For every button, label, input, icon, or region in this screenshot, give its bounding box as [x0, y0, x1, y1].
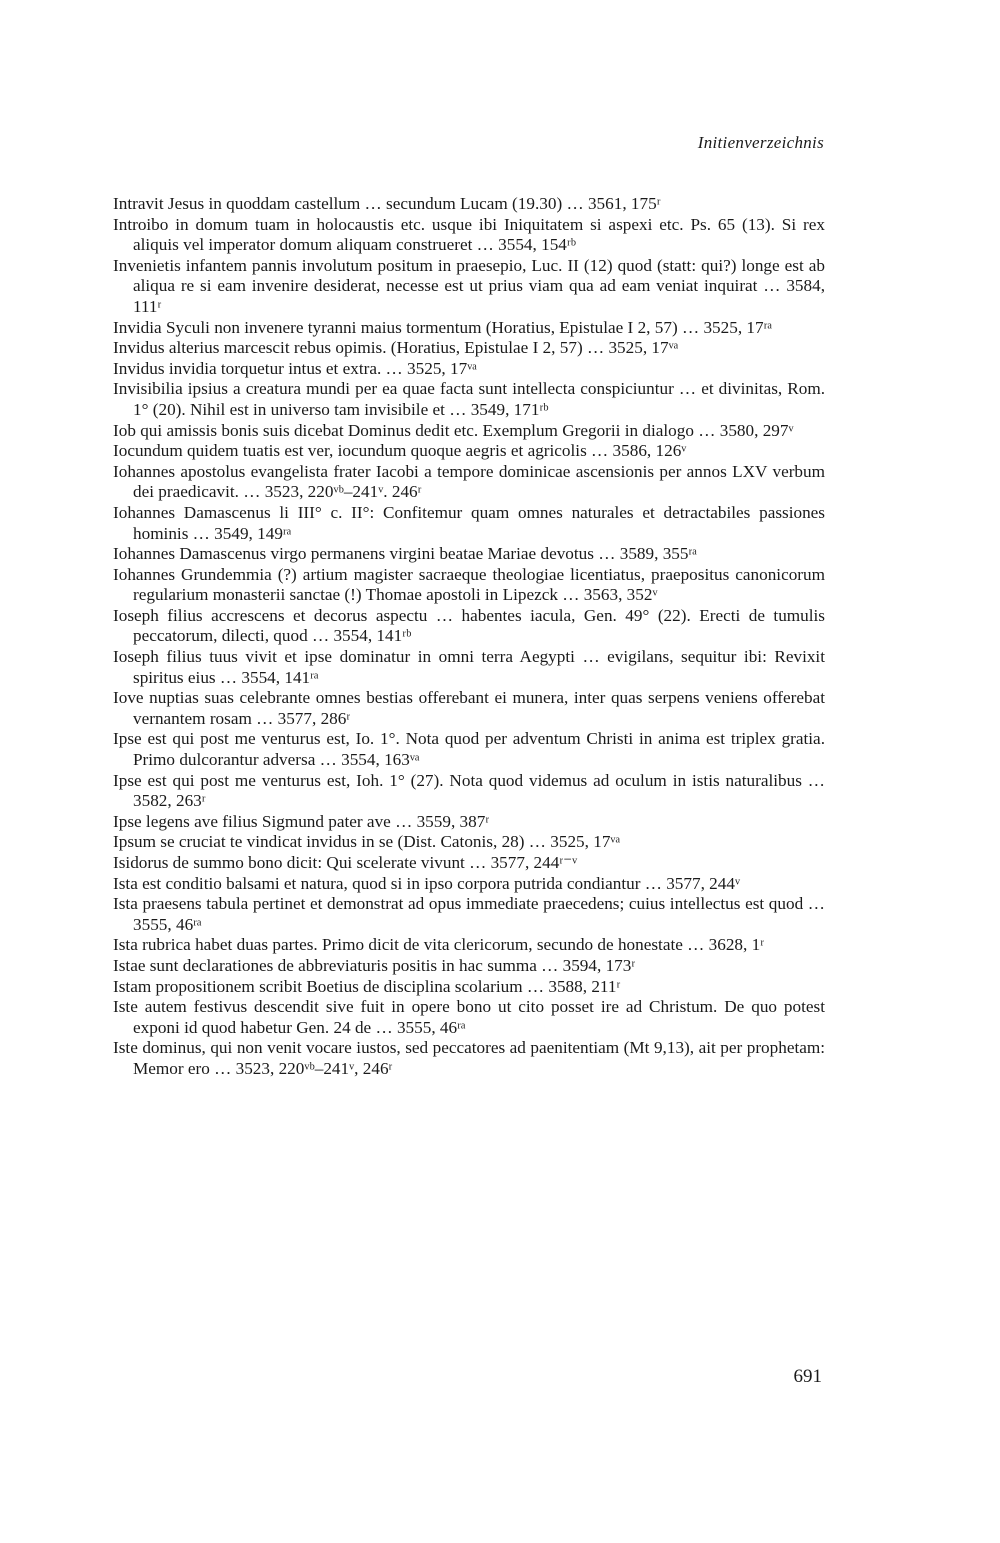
index-entry: Ista rubrica habet duas partes. Primo dicit de vita clericorum, secundo de honestate … 3628, 1ʳ [113, 935, 764, 955]
index-entry: Invidus invidia torquetur intus et extra. … 3525, 17ᵛᵃ [113, 358, 477, 378]
index-entry: Istam propositionem scribit Boetius de disciplina scolarium … 3588, 211ʳ [113, 976, 621, 996]
index-entry: Ipse est qui post me venturus est, Ioh. 1° (27). Nota quod videmus ad oculum in istis naturalibus … 3582, 263ʳ [113, 770, 825, 811]
index-entry: Invidus alterius marcescit rebus opimis. (Horatius, Epistulae I 2, 57) … 3525, 17ᵛᵃ [113, 338, 679, 358]
index-entry: Iob qui amissis bonis suis dicebat Dominus dedit etc. Exemplum Gregorii in dialogo … 3580, 297ᵛ [113, 420, 794, 440]
index-entry: Iohannes Grundemmia (?) artium magister sacraeque theologiae licentiatus, praepositus canonicorum regularium monasterii sanctae (!) Thomae apostoli in Lipezck … 3563, 352ᵛ [113, 564, 825, 605]
index-entry: Iste dominus, qui non venit vocare iustos, sed peccatores ad paenitentiam (Mt 9,13), ait per prophetam: Memor ero … 3523, 220ᵛᵇ–241ᵛ, 246ʳ [113, 1038, 825, 1078]
index-entry: Intravit Jesus in quoddam castellum … secundum Lucam (19.30) … 3561, 175ʳ [113, 194, 661, 213]
index-entry: Iove nuptias suas celebrante omnes bestias offerebant ei munera, inter quas serpens veniens offerebat vernantem rosam … 3577, 286ʳ [113, 688, 825, 728]
index-entry: Ista praesens tabula pertinet et demonstrat ad opus immediate praecedens; cuius intellectus est quod … 3555, 46ʳᵃ [113, 894, 825, 934]
index-entry: Invenietis infantem pannis involutum positum in praesepio, Luc. II (12) quod (statt: qui?) longe est ab aliqua re si eam invenire desiderat, necesse est ut prius viam qua ad eam veniat inquirat … 3584, 111ʳ [113, 255, 825, 316]
index-entry: Invisibilia ipsius a creatura mundi per ea quae facta sunt intellecta conspiciuntur … et divinitas, Rom. 1° (20). Nihil est in universo tam invisibile et … 3549, 171ʳᵇ [113, 379, 825, 419]
index-entry: Ioseph filius accrescens et decorus aspectu … habentes iacula, Gen. 49° (22). Erecti de tumulis peccatorum, dilecti, quod … 3554, 141ʳᵇ [113, 605, 825, 646]
index-entry-list [113, 194, 825, 1080]
index-entry: Ioseph filius tuus vivit et ipse dominatur in omni terra Aegypti … evigilans, sequitur ibi: Revixit spiritus eius … 3554, 141ʳᵃ [113, 647, 825, 687]
index-entry: Iohannes apostolus evangelista frater Iacobi a tempore dominicae ascensionis per annos LXV verbum dei praedicavit. … 3523, 220ᵛᵇ–241ᵛ. 246ʳ [113, 461, 825, 502]
index-entry: Iohannes Damascenus virgo permanens virgini beatae Mariae devotus … 3589, 355ʳᵃ [113, 544, 697, 564]
page-number: 691 [793, 1366, 822, 1387]
index-entry: Iohannes Damascenus li III° c. II°: Confitemur quam omnes naturales et detractabiles passiones hominis … 3549, 149ʳᵃ [113, 502, 825, 543]
index-entry: Invidia Syculi non invenere tyranni maius tormentum (Horatius, Epistulae I 2, 57) … 3525, 17ʳᵃ [113, 317, 773, 337]
index-entry: Ipse est qui post me venturus est, Io. 1°. Nota quod per adventum Christi in anima est triplex gratia. Primo dulcorantur adversa … 3554, 163ᵛᵃ [113, 729, 825, 770]
index-entry: Iste autem festivus descendit sive fuit in opere bono ut cito posset ire ad Christum. De quo potest exponi id quod habetur Gen. 24 de … 3555, 46ʳᵃ [113, 997, 825, 1037]
index-entry: Ipse legens ave filius Sigmund pater ave … 3559, 387ʳ [113, 811, 490, 831]
index-entry: Introibo in domum tuam in holocaustis etc. usque ibi Iniquitatem si aspexi etc. Ps. 65 (13). Si rex aliquis vel imperator domum aliquam construeret … 3554, 154ʳᵇ [113, 214, 825, 255]
index-entry: Ista est conditio balsami et natura, quod si in ipso corpora putrida condiantur … 3577, 244ᵛ [113, 873, 741, 893]
index-entry: Iocundum quidem tuatis est ver, iocundum quoque aegris et agricolis … 3586, 126ᵛ [113, 441, 687, 461]
index-entry: Isidorus de summo bono dicit: Qui scelerate vivunt … 3577, 244ʳ⁻ᵛ [113, 853, 578, 872]
index-entry: Ipsum se cruciat te vindicat invidus in se (Dist. Catonis, 28) … 3525, 17ᵛᵃ [113, 832, 621, 852]
running-head: Initienverzeichnis [697, 133, 824, 152]
index-entry: Istae sunt declarationes de abbreviaturis positis in hac summa … 3594, 173ʳ [113, 955, 636, 975]
